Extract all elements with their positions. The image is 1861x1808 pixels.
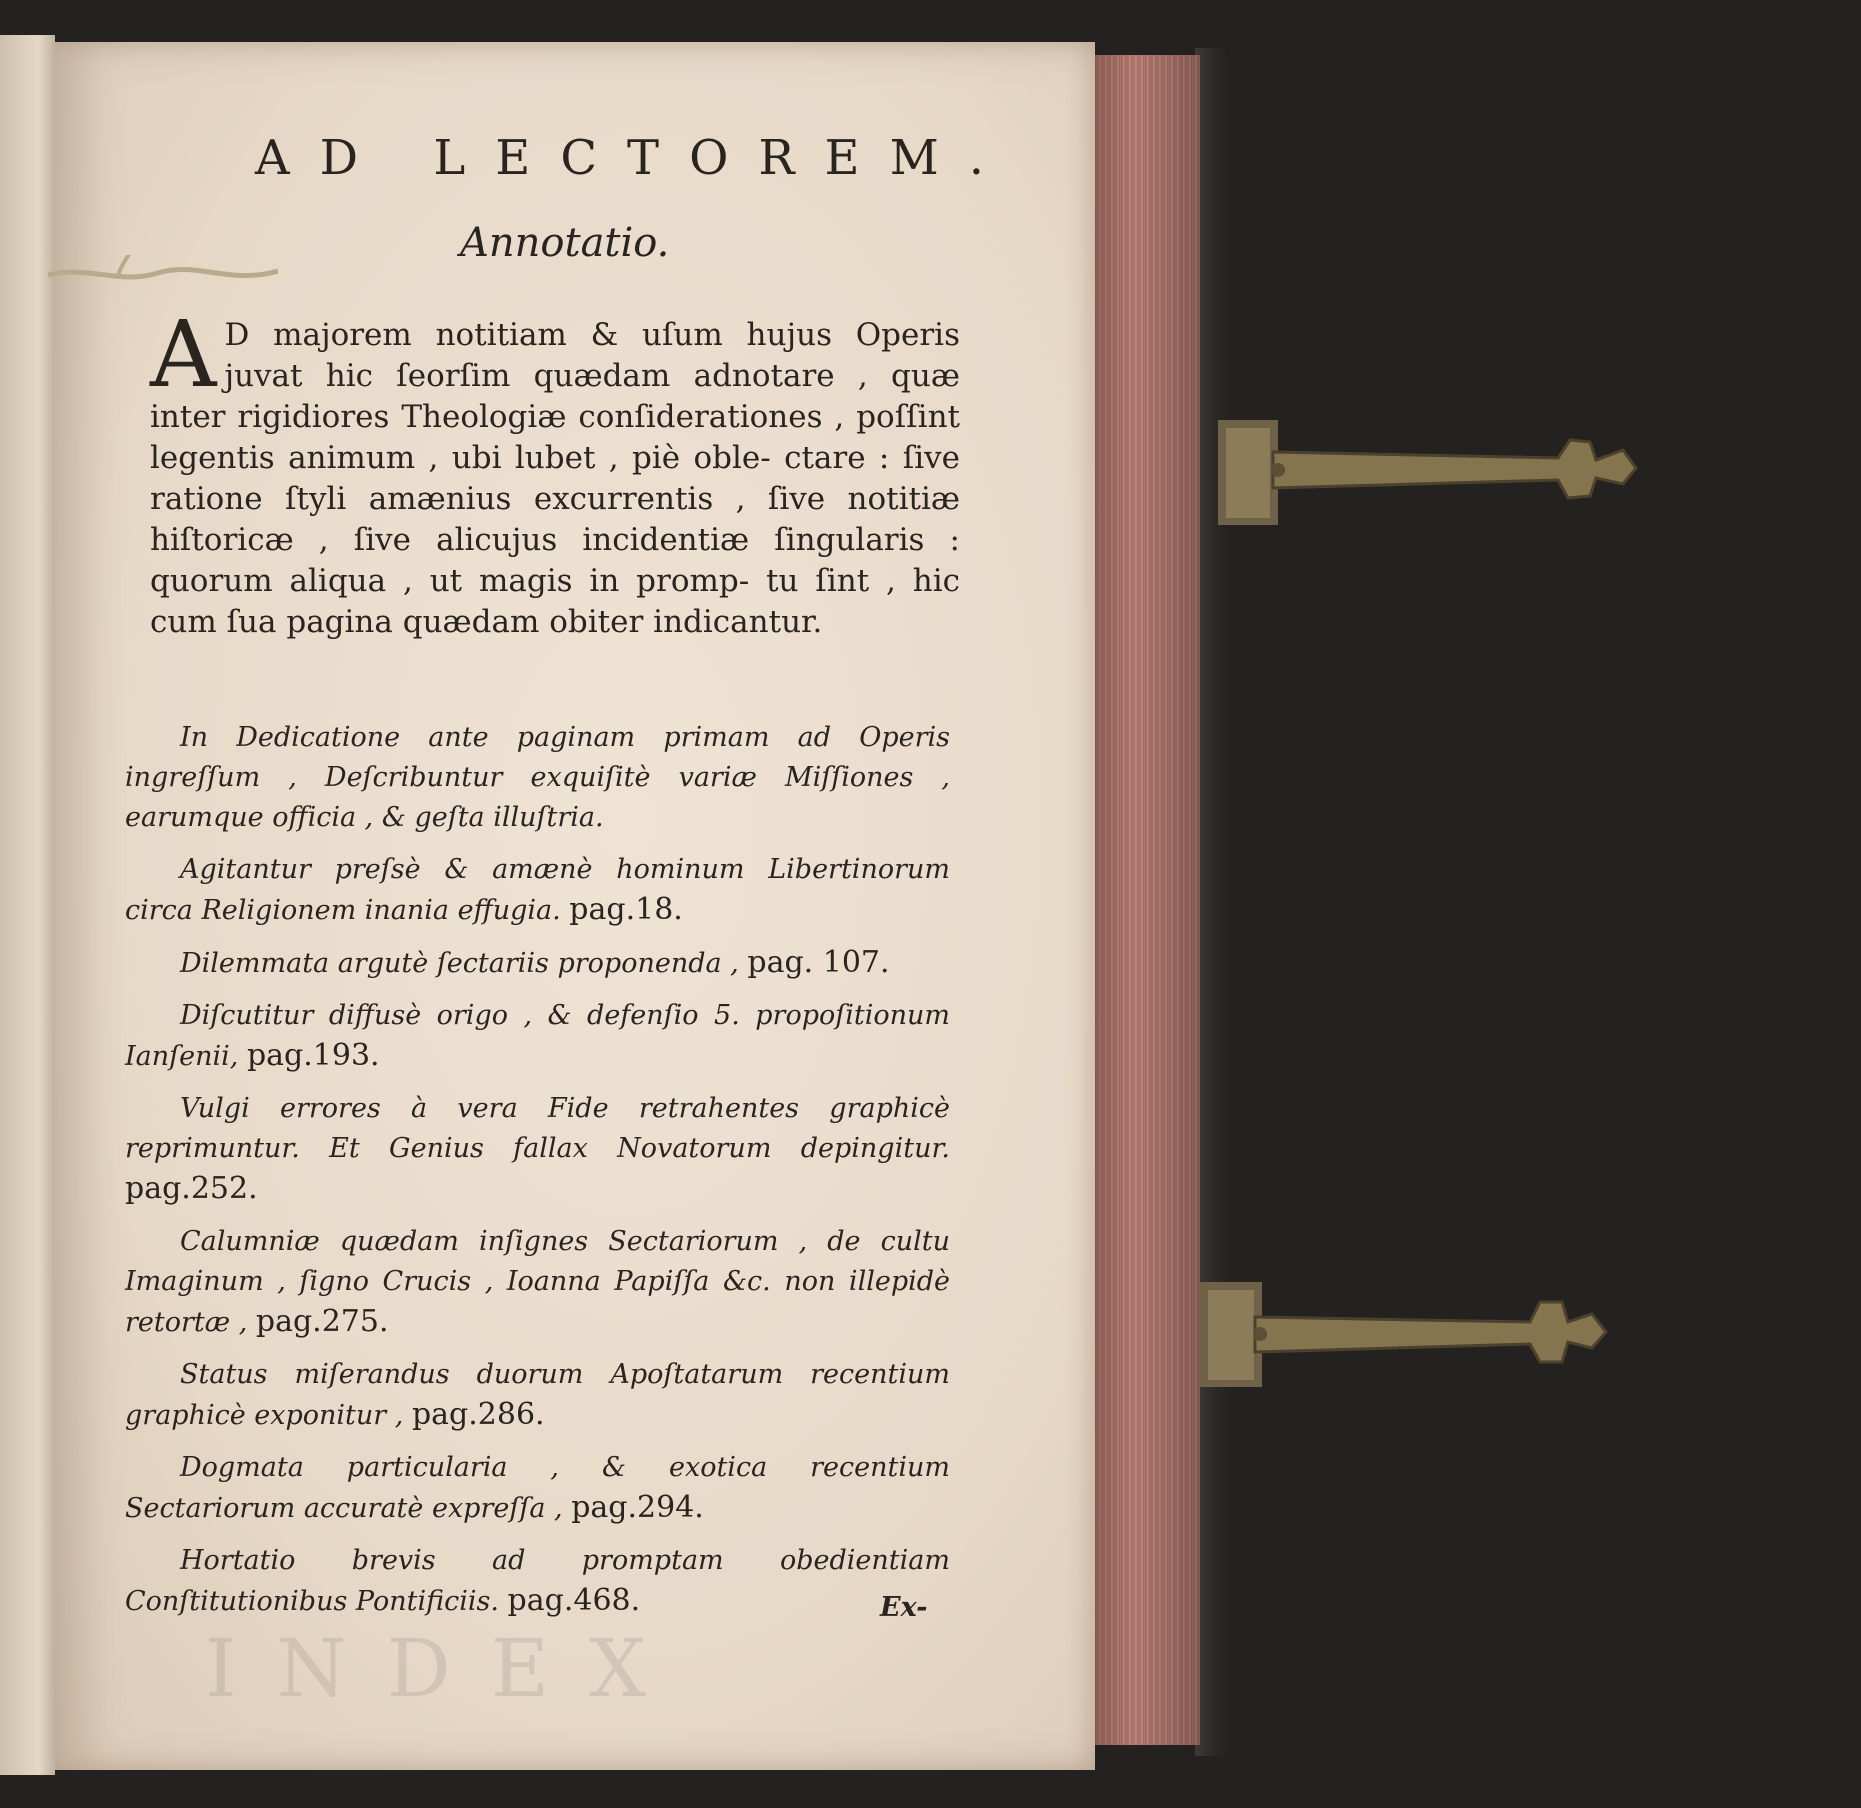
catchword: Ex- xyxy=(880,1592,928,1623)
page-reference: pag.286. xyxy=(411,1397,545,1432)
page-reference: pag.18. xyxy=(569,892,683,927)
list-item: Dogmata particularia , & exotica recentium Sectariorum accuratè expreſſa , pag.294. xyxy=(125,1452,950,1525)
section-title: Annotatio. xyxy=(460,220,670,266)
annotation-list xyxy=(125,718,950,1634)
list-item: Status miſerandus duorum Apoſtatarum recentium graphicè exponitur , pag.286. xyxy=(125,1359,950,1432)
page-block-shade xyxy=(1090,55,1200,1745)
list-item: Dilemmata argutè ſectariis proponenda , pag. 107. xyxy=(180,945,890,980)
list-item: Hortatio brevis ad promptam obedientiam Conſtitutionibus Pontificiis. pag.468. xyxy=(125,1545,950,1618)
list-item: In Dedicatione ante paginam primam ad Operis ingreſſum , Deſcribuntur exquiſitè variæ Miſſiones , earumque officia , & geſta illuſtria. xyxy=(125,722,950,833)
page-reference: pag. 107. xyxy=(747,945,890,980)
intro-paragraph xyxy=(150,301,960,643)
page-reference: pag.252. xyxy=(125,1171,258,1206)
page-reference: pag.193. xyxy=(246,1038,380,1073)
page-reference: pag.468. xyxy=(507,1583,641,1618)
bleed-through-text: INDEX xyxy=(205,1622,687,1715)
intro-text: D majorem notitiam & uſum hujus Operis juvat hic ſeorſim quædam adnotare , quæ inter rigidiores Theologiæ conſiderationes , poſſint legentis animum , ubi lubet , piè oble- ctare : ſive ratione ſtyli amænius excurrentis , ſive notitiæ hiſtoricæ , ſive alicujus incidentiæ ſingularis : quorum aliqua , ut magis in promp- tu ſint , hic cum ſua pagina quædam obiter indicantur. xyxy=(150,317,960,640)
upper-clasp xyxy=(1218,400,1698,530)
list-item: Agitantur preſsè & amænè hominum Libertinorum circa Religionem inania effugia. pag.18. xyxy=(125,854,950,927)
lower-clasp xyxy=(1200,1262,1680,1392)
page-reference: pag.275. xyxy=(255,1304,389,1339)
drop-cap: A xyxy=(150,301,217,408)
binding-thread xyxy=(48,255,278,295)
book-cover-edge xyxy=(1195,48,1229,1756)
left-page-edge xyxy=(0,35,55,1775)
list-item: Calumniæ quædam inſignes Sectariorum , de cultu Imaginum , ſigno Crucis , Ioanna Papiſſa &c. non illepidè retortæ , pag.275. xyxy=(125,1226,950,1339)
list-item: Diſcutitur diffusè origo , & defenſio 5. propoſitionum Ianſenii, pag.193. xyxy=(125,1000,950,1073)
page-reference: pag.294. xyxy=(571,1490,704,1525)
page-header: AD LECTOREM. xyxy=(255,130,1014,186)
list-item: Vulgi errores à vera Fide retrahentes graphicè reprimuntur. Et Genius fallax Novatorum depingitur. pag.252. xyxy=(125,1093,950,1206)
